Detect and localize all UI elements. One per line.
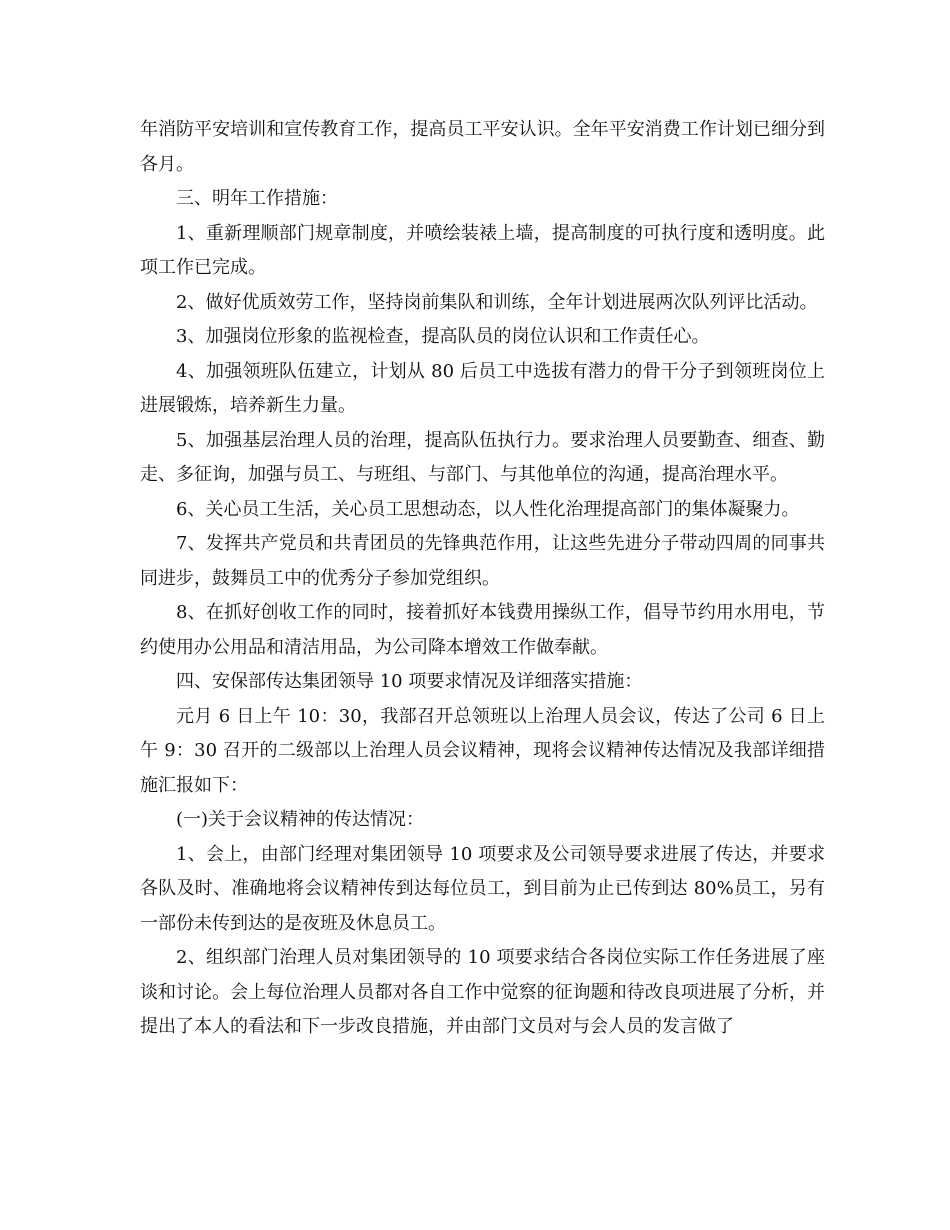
paragraph: 3、加强岗位形象的监视检查，提高队员的岗位认识和工作责任心。 (176, 326, 710, 347)
section-heading: 三、明年工作措施： (176, 188, 338, 209)
paragraph: 6、关心员工生活，关心员工思想动态，以人性化治理提高部门的集体凝聚力。 (176, 498, 800, 520)
document-body (140, 113, 825, 1045)
paragraph: 4、加强领班队伍建立，计划从 80 后员工中选拔有潜力的骨干分子到领班岗位上进展锻炼，培养新生力量。 (140, 360, 825, 416)
paragraph: 2、组织部门治理人员对集团领导的 10 项要求结合各岗位实际工作任务进展了座谈和讨论。会上每位治理人员都对各自工作中觉察的征询题和待改良项进展了分析，并提出了本人的看法和下一步改良措施，并由部门文员对与会人员的发言做了 (140, 947, 825, 1037)
paragraph: 7、发挥共产党员和共青团员的先锋典范作用，让这些先进分子带动四周的同事共同进步，鼓舞员工中的优秀分子参加党组织。 (140, 533, 825, 589)
paragraph: 8、在抓好创收工作的同时，接着抓好本钱费用操纵工作，倡导节约用水用电，节约使用办公用品和清洁用品，为公司降本增效工作做奉献。 (140, 602, 825, 658)
paragraph: 年消防平安培训和宣传教育工作，提高员工平安认识。全年平安消费工作计划已细分到各月。 (140, 119, 825, 175)
paragraph: 5、加强基层治理人员的治理，提高队伍执行力。要求治理人员要勤查、细查、勤走、多征询，加强与员工、与班组、与部门、与其他单位的沟通，提高治理水平。 (140, 429, 825, 485)
paragraph: 1、重新理顺部门规章制度，并喷绘装裱上墙，提高制度的可执行度和透明度。此项工作已完成。 (140, 222, 825, 278)
paragraph: 2、做好优质效劳工作，坚持岗前集队和训练，全年计划进展两次队列评比活动。 (176, 291, 818, 313)
paragraph: 元月 6 日上午 10：30，我部召开总领班以上治理人员会议，传达了公司 6 日上午 9：30 召开的二级部以上治理人员会议精神，现将会议精神传达情况及我部详细措施汇报如下： (140, 705, 825, 796)
subsection-heading: (一)关于会议精神的传达情况： (176, 809, 425, 830)
paragraph: 1、会上，由部门经理对集团领导 10 项要求及公司领导要求进展了传达，并要求各队及时、准确地将会议精神传到达每位员工，到目前为止已传到达 80%员工，另有一部份未传到达的是夜班及休息员工。 (140, 843, 825, 934)
section-heading: 四、安保部传达集团领导 10 项要求情况及详细落实措施： (176, 671, 643, 692)
